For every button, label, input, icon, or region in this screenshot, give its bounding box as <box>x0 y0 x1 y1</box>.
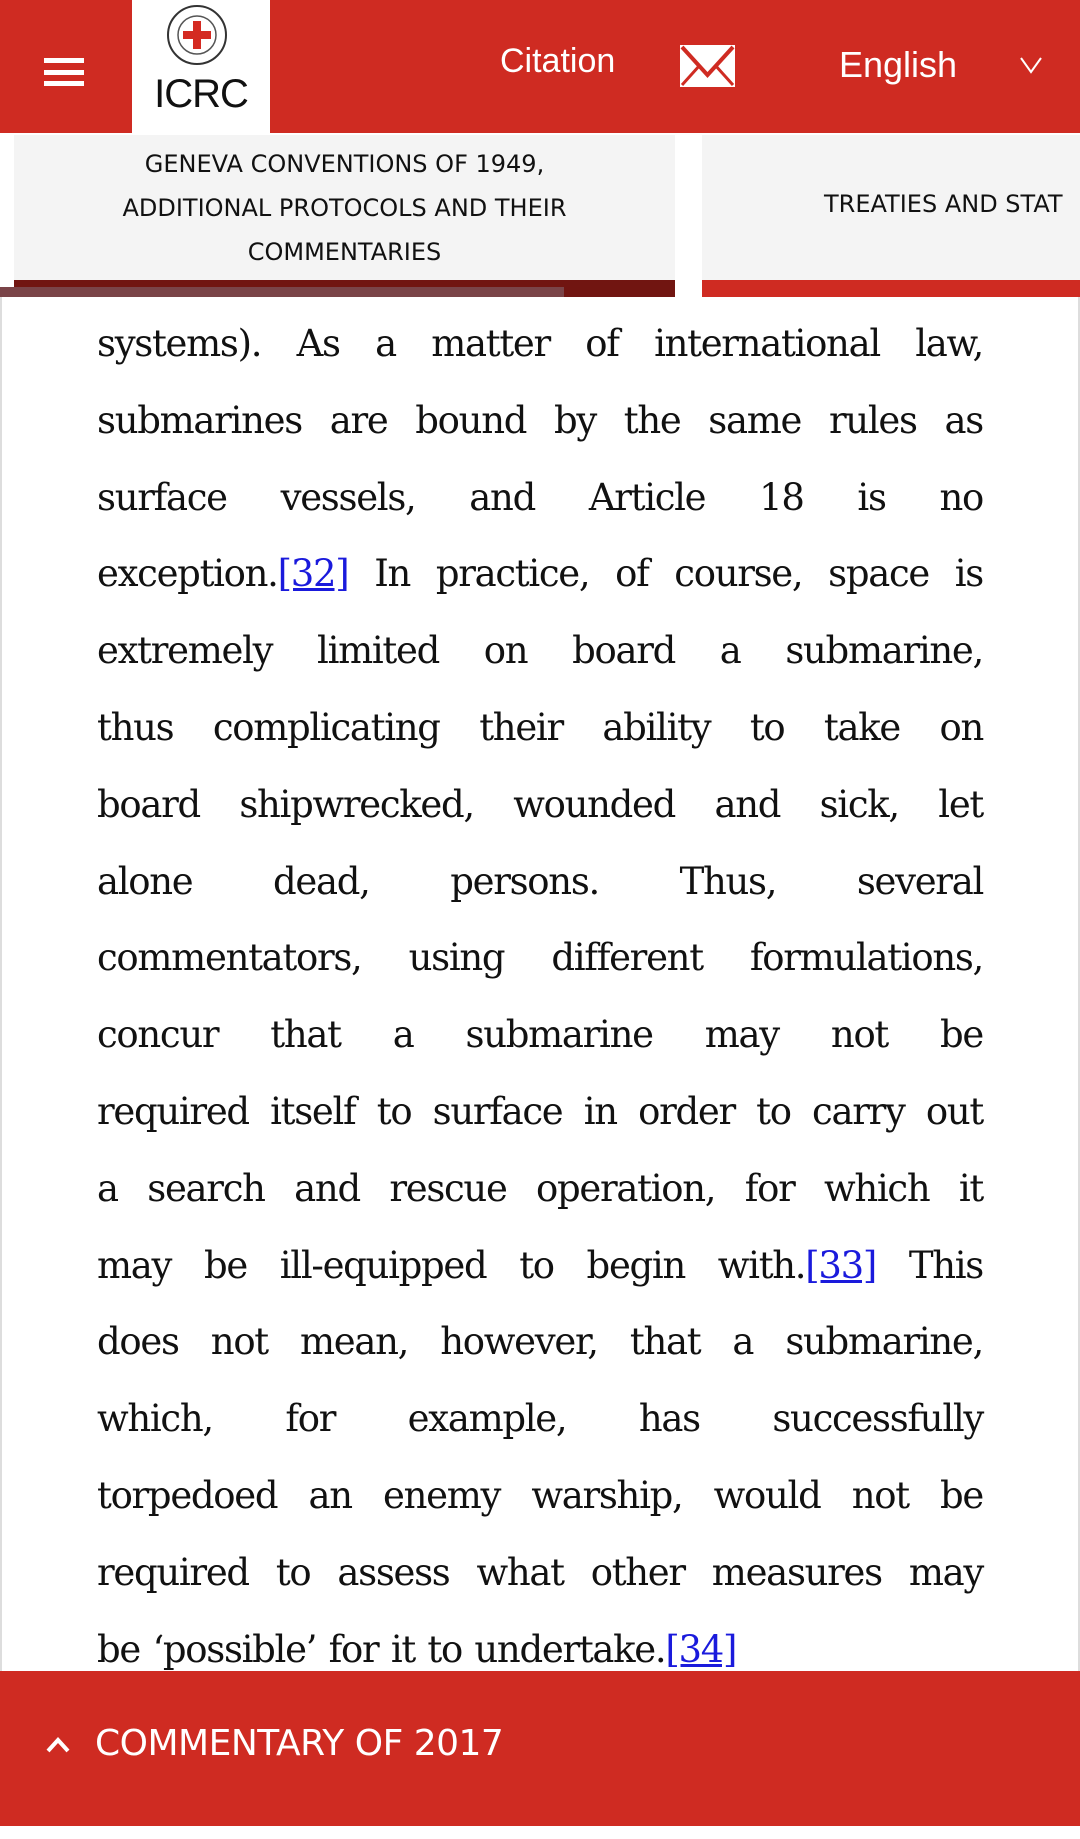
tab-label-line: GENEVA CONVENTIONS OF 1949, <box>144 149 545 178</box>
chevron-up-icon <box>46 1737 70 1753</box>
text-line: board shipwrecked, wounded and sick, let <box>97 782 983 826</box>
text-line: torpedoed an enemy warship, would not be <box>97 1473 983 1517</box>
text-line: thus complicating their ability to take on <box>97 705 983 749</box>
footnote-link-32[interactable]: [32] <box>277 552 349 596</box>
text-line: required itself to surface in order to carry out <box>97 1089 983 1133</box>
icrc-logo[interactable] <box>132 0 270 133</box>
language-selector[interactable]: English <box>839 44 958 85</box>
text-line: required to assess what other measures may <box>97 1550 983 1594</box>
tab-treaties[interactable] <box>702 135 1080 280</box>
top-header <box>0 0 1080 133</box>
text: be ‘possible’ for it to undertake. <box>97 1627 666 1671</box>
text-line: which, for example, has successfully <box>97 1397 983 1441</box>
text-line: alone dead, persons. Thus, several <box>97 859 983 903</box>
text: may be ill-equipped to begin with. <box>97 1243 806 1287</box>
text-line: systems). As a matter of international law, <box>97 322 983 365</box>
commentary-toggle-bar[interactable] <box>0 1671 1080 1826</box>
mail-icon[interactable] <box>680 45 735 87</box>
text-line: surface vessels, and Article 18 is no <box>97 475 983 519</box>
article-body <box>97 306 983 1688</box>
tab-label-line: COMMENTARIES <box>247 237 442 266</box>
footnote-link-34[interactable]: [34] <box>665 1627 737 1671</box>
commentary-label: COMMENTARY OF 2017 <box>95 1723 504 1764</box>
tab-label: TREATIES AND STAT <box>824 190 1063 218</box>
red-cross-emblem-icon <box>165 3 229 67</box>
text: This <box>876 1243 983 1287</box>
text-line: submarines are bound by the same rules as <box>97 398 983 442</box>
chevron-down-icon[interactable] <box>1020 56 1042 74</box>
tab-geneva-conventions[interactable] <box>14 135 675 280</box>
text: In practice, of course, space is <box>348 552 983 596</box>
text-line <box>97 536 983 613</box>
footnote-link-33[interactable]: [33] <box>805 1243 877 1287</box>
text-line: concur that a submarine may not be <box>97 1013 983 1057</box>
text-line: a search and rescue operation, for which it <box>97 1166 983 1210</box>
text-line <box>97 1228 983 1305</box>
text: exception. <box>97 552 278 596</box>
text-line: commentators, using different formulations, <box>97 936 983 980</box>
horizontal-scrollbar[interactable] <box>0 287 564 297</box>
tab-label-line: ADDITIONAL PROTOCOLS AND THEIR <box>122 193 567 222</box>
logo-text: ICRC <box>154 72 248 116</box>
text-line: does not mean, however, that a submarine, <box>97 1320 983 1364</box>
tab-indicator <box>702 280 1080 297</box>
text-line: extremely limited on board a submarine, <box>97 629 983 673</box>
divider <box>0 297 2 1671</box>
citation-link[interactable]: Citation <box>500 42 616 80</box>
hamburger-menu-icon[interactable] <box>44 58 84 86</box>
